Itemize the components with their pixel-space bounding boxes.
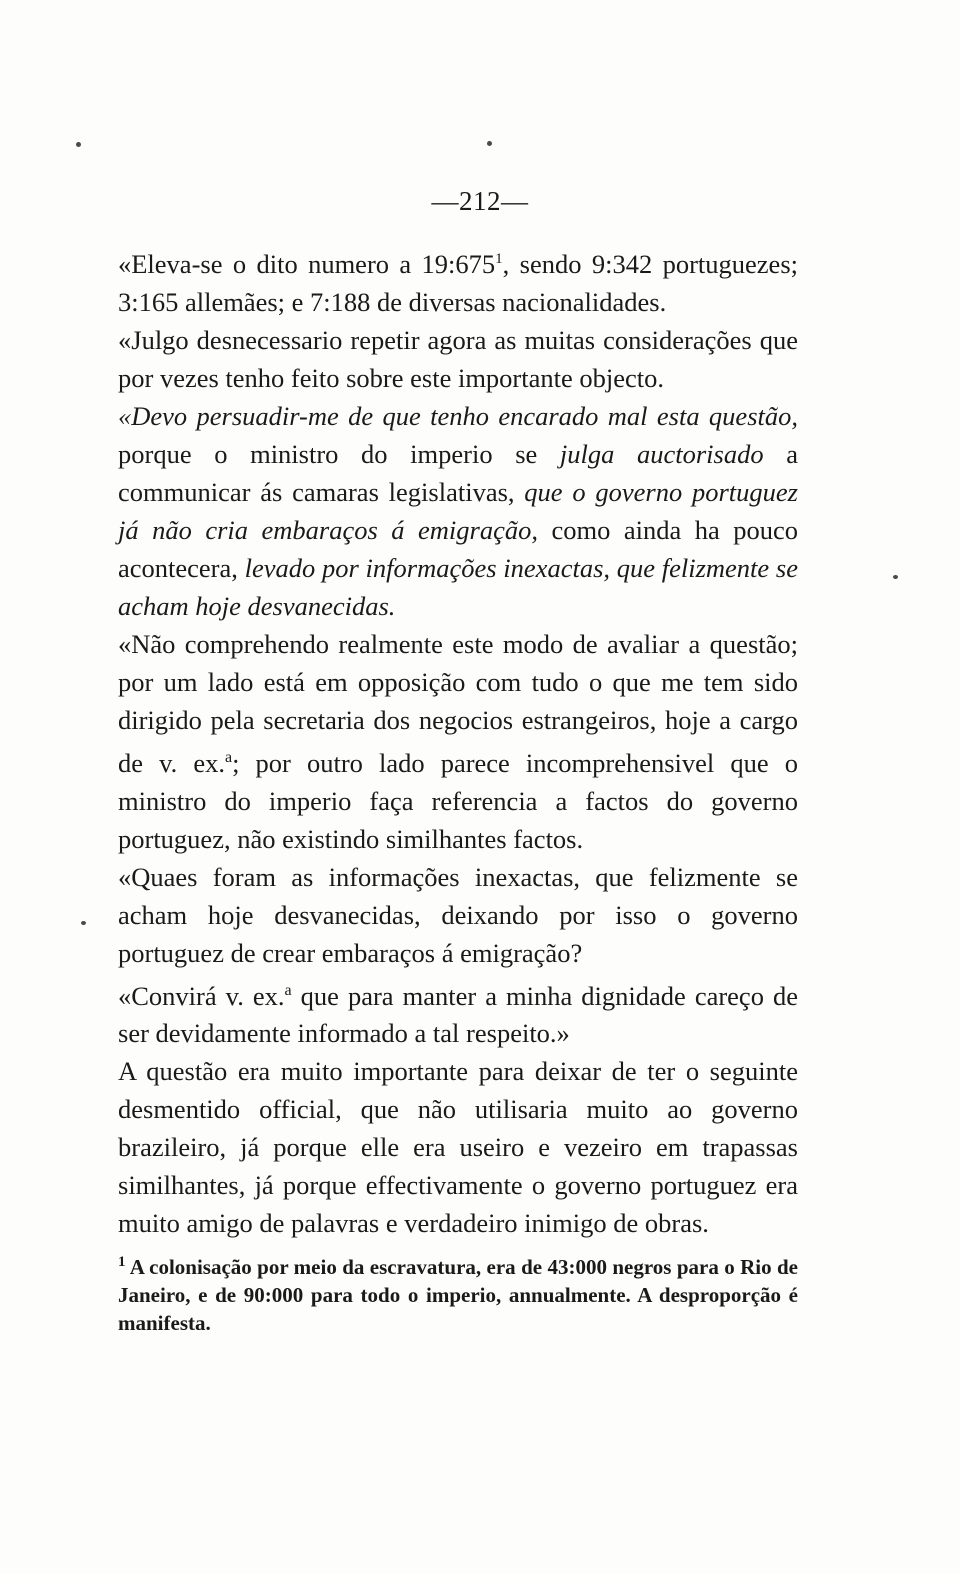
footnote-block <box>118 1248 798 1337</box>
paragraph-3-seg-2: porque o ministro do imperio se <box>118 438 560 469</box>
page-number: —212— <box>431 186 529 216</box>
page-speckle <box>81 921 86 925</box>
page-speckle <box>893 575 898 579</box>
paragraph-1-rest: , sendo 9:342 portuguezes; 3:165 allemães; e 7:188 de diversas nacionalidades. <box>118 248 798 317</box>
footnote-1 <box>118 1248 798 1337</box>
paragraph-3-seg-6: como ainda ha pouco acontecera, <box>118 514 798 583</box>
page-speckle <box>76 142 81 147</box>
paragraph-7: A questão era muito importante para deixar de ter o seguinte desmentido official, que não utilisaria muito ao governo brazileiro, já porque elle era useiro e vezeiro em trapassas similhantes, já porque effectivamente o governo portuguez era muito amigo de palavras e verdadeiro inimigo de obras. <box>118 1056 798 1239</box>
paragraph-1-lead: «Eleva-se o dito numero a 19:675 <box>118 248 496 279</box>
paragraph-6-before: «Convirá v. ex. <box>118 980 285 1011</box>
body-text <box>118 240 798 1242</box>
ordinal-indicator: a <box>284 981 292 999</box>
footnote-reference-1: 1 <box>495 251 503 267</box>
paragraph-5: «Quaes foram as informações inexactas, que felizmente se acham hoje desvanecidas, deixando por isso o governo portuguez de crear embaraços á emigração? <box>118 861 798 968</box>
paragraph-3 <box>118 397 798 625</box>
paragraph-1 <box>118 240 798 321</box>
paragraph-4-after: ; por outro lado parece incomprehensivel que o ministro do imperio faça referencia a factos do governo portuguez, não existindo similhantes factos. <box>118 747 798 854</box>
paragraph-3-seg-3: julga auctorisado <box>559 438 764 469</box>
paragraph-3-seg-7: levado por informações inexactas, que felizmente se acham hoje desvanecidas. <box>118 552 798 621</box>
paragraph-2: «Julgo desnecessario repetir agora as muitas considerações que por vezes tenho feito sobre este importante objecto. <box>118 324 798 393</box>
paragraph-3-seg-5: que o governo portuguez já não cria embaraços á emigração, <box>118 476 798 545</box>
paragraph-3-seg-4: a communicar ás camaras legislativas, <box>118 438 798 507</box>
page-speckle <box>487 141 492 146</box>
paragraph-4 <box>118 625 798 858</box>
paragraph-6 <box>118 972 798 1053</box>
footnote-marker: 1 <box>118 1254 126 1270</box>
paragraph-6-after: que para manter a minha dignidade careço de ser devidamente informado a tal respeito.» <box>118 980 798 1049</box>
footnote-text: A colonisação por meio da escravatura, era de 43:000 negros para o Rio de Janeiro, e de 90:000 para todo o imperio, annualmente. A desproporção é manifesta. <box>118 1255 798 1335</box>
ordinal-indicator: a <box>224 748 233 766</box>
paragraph-3-seg-1: «Devo persuadir-me de que tenho encarado mal esta questão, <box>118 400 798 431</box>
paragraph-4-before: «Não comprehendo realmente este modo de avaliar a questão; por um lado está em opposição com tudo o que me tem sido dirigido pela secretaria dos negocios estrangeiros, hoje a cargo de v. ex. <box>118 628 798 778</box>
